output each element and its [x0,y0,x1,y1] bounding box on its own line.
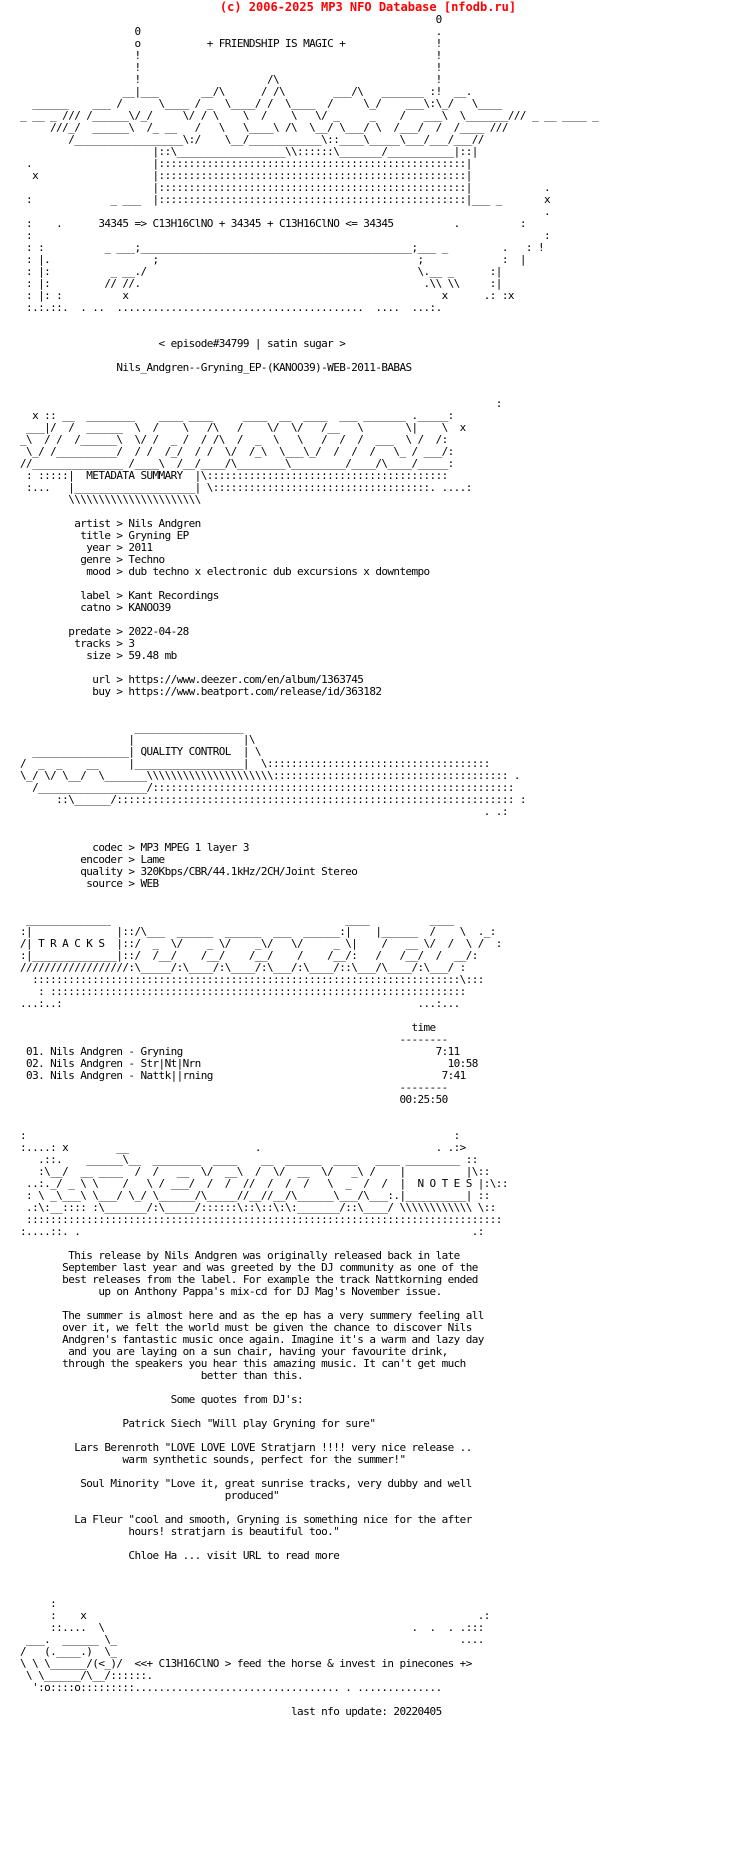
nfo-ascii-document: 0 0 . o + FRIENDSHIP IS MAGIC + ! ! ! ! ! ! /\ ! __|___ __/\ / /\ ___/\ _______ :! __. ______ ___ / \____ / _ \____/ / \____ / \_/ ___\:\_/ \____ _ __ _ /// /______\/_/ \/ / \ \ / \ \/ _ _ / ___\ \_______/// _ __ ____ _ ///_/ ______\ /_ __ / \ \____\ /\ \__/ \___/ \ /___/ / /____ /// /__________________\:/ \__/____________\::____\_____\___/___/___// |::\__________________\\::::::\_______/___________|::| . |:::::::::::::::::::::::::::::::::::::::::::::::::::| x |:::::::::::::::::::::::::::::::::::::::::::::::::::| |:::::::::::::::::::::::::::::::::::::::::::::::::::| . : _ ___ |:::::::::::::::::::::::::::::::::::::::::::::::::::|___ _ x . : . 34345 => C13H16ClNO + 34345 + C13H16ClNO <= 34345 . : : : : : _ ___;_____________________________________________;___ _ . : ! : |. ; ; : | : |: _ __./ \.__ _ :| : |: // //. .\\ \\ :| : |: : x x .: :x :.:.::. . .. ......................................... .... ...:. < episode#34799 | satin sugar > Nils_Andgren--Gryning_EP-(KANOO39)-WEB-2011-BABAS : x :: __ ________ ____ ____ ____ __ ____ ___ _______ ._____: ___|/ / ______ \ / \ /\ / \/ \/ /__ \ \| \ x _\ / / /______\ \/ / _ / / /\ / _ \ \ / / / ___ \ / /: \_/ /__________/ / / /_/ / / \/ /_\ \___\_/ / / / \_ / ___/: //_______________ /____\ /__/____/\________\_________/____/\____/_____: : :::::| METADATA SUMMARY |\:::::::::::::::::::::::::::::::::::::::: :... |____________________| \::::::::::::::::::::::::::::::::::::. ....: \\\\\\\\\\\\\\\\\\\\\\ artist > Nils Andgren title > Gryning EP year > 2011 genre > Techno mood > dub techno x electronic dub excursions x downtempo label > Kant Recordings catno > KANOO39 predate > 2022-04-28 tracks > 3 size > 59.48 mb url > https://www.deezer.com/en/album/1363745 buy > https://www.beatport.com/release/id/363182 __________________ | |\ ________________| QUALITY CONTROL | \ / _ _ __ |__________________| \::::::::::::::::::::::::::::::::::::: \_/ \/ \__/ \_______\\\\\\\\\\\\\\\\\\\\\::::::::::::::::::::::::::::::::::::::: . /__________________/:::::::::::::::::::::::::::::::::::::::::::::::::::::::::::: ::\______/:::::::::::::::::::::::::::::::::::::::::::::::::::::::::::::::::: : . .: codec > MP3 MPEG 1 layer 3 encoder > Lame quality > 320Kbps/CBR/44.1kHz/2CH/Joint Stereo source > WEB ______________ ____ ____ :| |::/\___ ______ ______ ___ ______:| |______ / \ ._: /| T R A C K S |::/ _ \/ _ \/ _\/ \/ _ \| / __ \/ / \ / : :|______________|::/ /__/ /__/ /__/ / /__/: / /__/ / __/: //////////////////:\_____/:\____/:\____/:\___/:\____/::\___/\____/:\___/ : :::::::::::::::::::::::::::::::::::::::::::::::::::::::::::::::::::::::\::: : ::::::::::::::::::::::::::::::::::::::::::::::::::::::::::::::::::::: ...:..: ...:... time -------- 01. Nils Andgren - Gryning 7:11 02. Nils Andgren - Str|Nt|Nrn 10:58 03. Nils Andgren - Nattk||rning 7:41 -------- 00:25:50 : : :....: x __ . . .:> .::. ______\__ ________ ____ __ ______ ____ ____ _________ :: :\__/ __ ____ / / __ \/ __\ / \/ __ \/ _\ / | |\:: ..:._/ _ \ \ / \ / ___/ / / // / / / \ _ / / | N O T E S |:\:: : \ _\___\ \___/ \_/ \______/\_____//__//__/\______\___/\___:.|__________| :: .:\:__:::: :\_______/:\_____/::::::\::\::\:\:_______/::\____/ \\\\\\\\\\\\ \:: ::::::::::::::::::::::::::::::::::::::::::::::::::::::::::::::::::::::::::::::: :....::. . .: This release by Nils Andgren was originally released back in late September last year and was greeted by the DJ community as one of the best releases from the label. For example the track Nattkorning ended up on Anthony Pappa's mix-cd for DJ Mag's November issue. The summer is almost here and as the ep has a very summery feeling all over it, we felt the world must be given the chance to discover Nils Andgren's fantastic music once again. Imagine it's a warm and lazy day and you are laying on a sun chair, having your favourite drink, through the speakers you hear this amazing music. It can't get much better than this. Some quotes from DJ's: Patrick Siech "Will play Gryning for sure" Lars Berenroth "LOVE LOVE LOVE Stratjarn !!!! very nice release .. warm synthetic sounds, perfect for the summer!" Soul Minority "Love it, great sunrise tracks, very dubby and well produced" La Fleur "cool and smooth, Gryning is something nice for the after hours! stratjarn is beautiful too." Chloe Ha ... visit URL to read more : : x .: ::.... \ . . . .::: ___. ______ \_ .... / (.____.) \_ \ \ \______/(<_)/ <<+ C13H16ClNO > feed the horse & invest in pinecones +> \ \______/\__/::::::. ':o::::o:::::::::.................................. . .............. last nfo update: 20220405 [20,13,599,1718]
copyright-header: (c) 2006-2025 MP3 NFO Database [nfodb.ru] [219,0,517,14]
